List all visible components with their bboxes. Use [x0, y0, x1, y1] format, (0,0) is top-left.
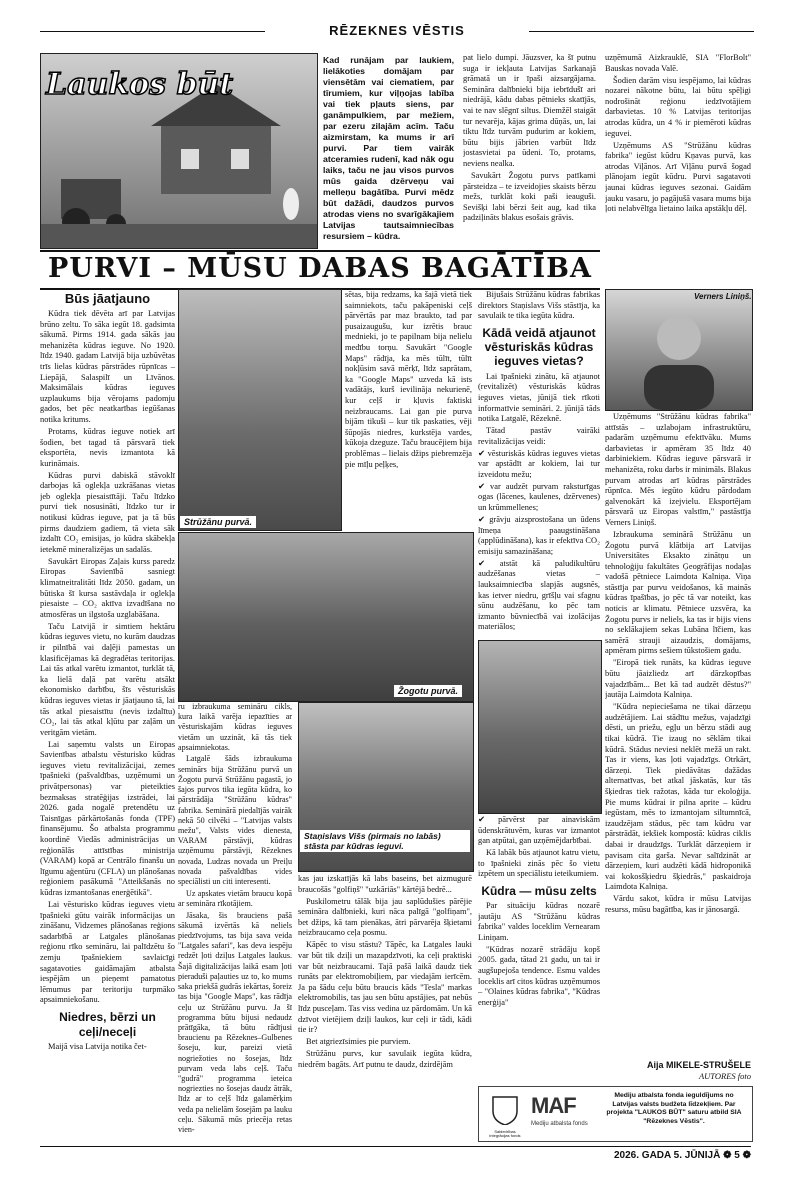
column-2: ru izbraukuma semināru cikls, kura laikā varēja iepazīties ar vēsturiskajām kūdras ieguves vietām un uzzināt, kā tās tiek apsaimniekotas. Latgalē šāds izbraukuma seminārs bija Strūžānu purvā un Žogotu purvā Strūžānu pagastā, jo šajos purvos tika iegūta kūdra, ko pārstrādāja "Strūžānu kūdras" fabrika. Seminārā piedalījās vairāk nekā 50 cilvēki – "Latvijas valsts mežu", Valsts vides dienesta, VARAM pārstāvji, kūdras uzņēmumu pārstāvji, Rēzeknes novada, Ludzas novada un Preiļu novada pašvaldības vides speciālisti un citi interesenti. Uz apskates vietām braucu kopā ar semināra rīkotājiem. Jāsaka, šis brauciens pašā sākumā izvērtās kā neliels piedzīvojums, tas bija sava veida "Latgales safari", kas deva iespēju redzēt ļoti dziļus Latgales laukus. Šajā digitalizācijas laikā esam ļoti pieraduši paļauties uz to, ko mums saka priekšā gudrās iekārtas, šoreiz tas bija "Google Maps", kas rādīja ceļu uz Strūžānu purvu. Ja šī programma būtu bijusi nedaudz prātīgāka, tā būtu rādījusi braucienu pa Rēzeknes–Gulbenes šoseju, kur, pareizi vietā nogriežoties no šosejas, līdz purvam veda labs ceļš. Taču "gudrā" programma ieteica nogriezties no šosejas daudz ātrāk, līdz ar to ceļš līdz galamērķim veda pa nelielām šosejām pa lauku ceļu. Sākumā mūs priecēja retas vien-: [178, 702, 292, 1135]
sif-logo-text: Sabiedrības integrācijas fonds: [489, 1129, 521, 1138]
photo-credit: AUTORES foto: [698, 1071, 751, 1081]
maf-logo: MAF: [531, 1093, 576, 1118]
author-signature: Aija MIKELE-STRUŠELE: [646, 1060, 751, 1070]
column-4-top: Bijušais Strūžānu kūdras fabrikas direktors Staņislavs Višs stāstīja, ka savulaik te tika iegūta kūdra. Kādā veidā atjaunot vēsturiskās kūdras ieguves vietas? Lai īpašnieki zinātu, kā atjaunot (revitalizēt) vēsturiskās kūdras ieguves vietas, jūnijā tiek rīkoti informatīvie semināri. 2. jūnijā tāds notika Latgalē, Rēzeknē. Tātad pastāv vairāki revitalizācijas veidi: ✔ vēsturiskās kūdras ieguves vietas var apstādīt ar kokiem, lai tur izveidotu mežu; ✔ var audzēt purvam raksturīgas ogas (lācenes, kaulenes, dzērvenes) un krūmmellenes; ✔ grāvju aizsprostošana un ūdens līmeņa paaugstināšana (applūdināšana), kas ir efektīva CO₂ emisiju samazināšana; ✔ atstāt kā paludikultūru audzēšanas vietas – lauksaimniecība slapjās augsnēs, kas ietver niedru, grīšļu vai sfagnu sūnu audzēšanu, ko pēc tam izmanto būvniecībā vai izolācijas materiālos;: [478, 290, 600, 632]
section-heading: Kūdra — mūsu zelts: [481, 883, 597, 898]
photo-struzani-bog: [178, 289, 342, 531]
section-heading: Būs jāatjauno: [64, 291, 151, 306]
caption-struzani: Strūžānu purvā.: [180, 516, 256, 528]
section-heading: Kādā veidā atjaunot vēsturiskās kūdras ieguves vietas?: [482, 325, 596, 368]
funding-text: Mediju atbalsta fonda ieguldījums no Latvijas valsts budžeta līdzekļiem. Par projekta "LAUKOS BŪT" saturu atbild SIA "Rēzeknes Vēstis".: [606, 1092, 742, 1125]
page-footer: 2026. GADA 5. JŪNIJĀ ❁ 5 ❁: [614, 1150, 751, 1161]
coat-of-arms-icon: [485, 1093, 525, 1125]
masthead-rule: [529, 31, 754, 32]
rubric-title: Laukos būt: [46, 67, 234, 102]
column-4-bottom: ✔ pārvērst par ainaviskām ūdenskrātuvēm, kuras var izmantot gan atpūtai, gan uzņēmējdarbībai. Kā labāk būs atjaunot katru vietu, to īpašnieki zinās pēc šo vietu izpētem un speciālistu ieteikumiem. Kūdra — mūsu zelts Par situāciju kūdras nozarē jautāju AS "Strūžānu kūdras fabrika" valdes loceklim Vernearam Liniņam. "Kūdras nozarē strādāju kopš 2005. gada, tātad 21 gadu, un tai ir augšupejoša tendence. Esmu valdes loceklis arī citos kūdras uzņēmumos – "Olaines kūdras fabrika", "Kūdras enerģija": [478, 815, 600, 1007]
caption-viss: Staņislavs Višs (pirmais no labās) stāsta par kūdras ieguvi.: [300, 830, 470, 852]
headline: PURVI – MŪSU DABAS BAGĀTĪBA: [48, 253, 592, 284]
section-heading: Niedres, bērzi un ceļi/neceļi: [59, 1009, 156, 1039]
top-column-4: uzņēmumā Aizkrauklē, SIA "FlorBolt" Bauskas novada Valē. Šodien darām visu iespējamo, lai kūdras nozarei nākotne būtu, lai būtu spēļigi nodrošināt reģionu iedzīvotājiem darbavietas. 10 % Latvijas teritorijas atrodas kūdra, un 4 % ir piemēroti kūdras ieguvei. Uzņēmums AS "Strūžānu kūdras fabrika" iegūst kūdru Kņavas purvā, kas atrodas Viļānos. Arī Viļānu purvā šogad plānojam iegūt kūdru. Purvi sagatavoti jaunai kūdras ieguves sezonai. Gaidām jauku vasaru, jo pagājušā vasara mums bija ļoti nelabvēlīga lietaino laika apstākļu dēļ.: [605, 53, 751, 214]
caption-verners: Verners Liniņš.: [694, 292, 752, 301]
column-5: Uzņēmums "Strūžānu kūdras fabrika" attīstās – uzlabojam infrastruktūru, padarām uzņēmumu efektīvāku. Mums darbavietas ir apmēram 35 līdz 40 darbiniekiem. Kūdras ieguve pārsvarā ir mehanizēta, roku darbs ir minimāls. Blakus purvam atrodas arī kūdras pārstrādes rūpnīca. Mēs iegūto kūdru pārdodam galvenokārt kā izejvielu. Eksportējam pārsvarā uz Eiropas valstīm," pastāstīja Verners Liniņš. Izbraukuma seminārā Strūžānu un Žogotu purvā klātbija arī Latvijas Universitātes Eksakto zinātņu un tehnoloģiju fakultātes Ģeogrāfijas nodaļas vadošā pētniece Laimdota Kalniņa. Viņa stāstīja par purvu veidošanos, kā mainās kūdras īpašības, jo pēc tā var noteikt, kas noticis ar klimatu. Pētniece uzsvēra, ka Žogotu purvs ir neliels, ka tas ir bijis viens no seklākajiem sekas Lubāna līčiem, kas samērā strauji aizaudzis, domājams, apmēram pirms sešiem tūkstošiem gadu. "Eiropā tiek runāts, ka kūdras ieguve būtu jāaizliedz arī dārzkopības vajadzībām... Bet kā tad audzēt dēstus?" jautāja Laimdota Kalniņa. "Kūdra nepieciešama ne tikai dārzeņu audzētājiem. Lai stādītu mežus, vajadzīgi dēsti, un priežu, egļu un bērzu stādi aug tikai kūdrā. Tie izaug no sēklām tikai kūdrā. Stādus neviesi neklēt mežā un rakt. Tas ir viens, kas ļoti vajadzīgs. Otrkārt, dārzeņi. Tiek piedāvātas dažādas alternatīvas, bet atkal jāskatās, kur tās šķiedras tiek ražotas, kāda tur ekoloģija. Pie mums kūdrai ir pilna aprite – kūdru iegūstam, mēs to izmantojam siltumnīcā, izaudzējam stādus, pēc tam kūdru var pārstrādāt, iekšiek kompostā: kūdras ciklis dabai ir draudzīgs. Turklāt dārzeņiem ir pavisam cita garša. Nevar salīdzināt ar dārzeņiem, kuri audzēti kādā hidroponikā vai kokosšķiedru šķiedrās," paskaidroja Laimdota Kalniņa. Vārdu sakot, kūdra ir mūsu Latvijas resurss, mūsu bagātība, kas ir jānosargā.: [605, 412, 751, 914]
footer-rule: [40, 1146, 751, 1147]
photo-verners-linins: [605, 289, 753, 411]
top-column-3: pat lielo dumpi. Jāuzsver, ka šī putnu suga ir iekļauta Latvijas Sarkanajā grāmatā un ir īpaši aizsargājama. Semināra dalībnieki bija iebrīdušī ari niedrājā, kādu dabas pētnieks skatījās, vai te nav slēgnī siltus. Diemžēl staigāt tur nevarēja, kājas grima dūņās, un, lai tiktu līdz turvām pudurim ar kokiem, būtu bijis jābrien varbūt līdz jostasvietai pa ūdeni. To, protams, neviens nealka. Savukārt Žogotu purvs patīkami pārsteidza – te izveidojies skaists bērzu mežs, turklāt koki paši ieauguši. Sevišķi labi bērzi šeit aug, kad tika padziļināts blakus esošais grāvis.: [463, 53, 596, 223]
column-3-bottom: kas jau izskatījās kā labs baseins, bet aizmugurē braucošās "golfiņš" "uzkāriās" kārtējā bedrē... Puskilometru tālāk bija jau saplūdušies pārējie semināra dalībnieki, kuri nāca palīgā "golfiņam", bet džips, kā tam pienākas, ātri pārvarēja šķietami neizbraucamo ceļa posmu. Kāpēc to visu stāstu? Tāpēc, ka Latgales lauki var būt tik dziļi un mazapdzīvoti, ka ceļi praktiski var būt neizbraucami. Tajā pašā laikā daudz tiek runāts par elektromobiļiem, par viedajām ierīcēm. Ja pa šādu ceļu būtu braucis kāds "Tesla" markas elektromobilis, tas jau sen būtu apstājies, pat nebūs līdz pusceļam. Tas viss vedina uz pārdomām. Un kā dzīvot vietējiem dziļi laukos, kur ceļi ir tādi, kādi tie ir? Bet atgriezīsimies pie purviem. Strūžānu purvs, kur savulaik iegūta kūdra, niedrēm bagāts. Arī putnu te daudz, dzirdējām: [298, 874, 472, 1069]
photo-zogotu-bog: [178, 532, 474, 702]
funding-box: [478, 1086, 753, 1142]
portrait-illustration: [606, 290, 752, 410]
masthead-rule: [40, 31, 265, 32]
intro-text: Kad runājam par laukiem, lielākoties domājam par viensētām vai ciematiem, par tīrumiem, kur viļņojas labība vai tiek pļauts siens, par ganāmpulkiem, par mežiem, par ezeru zilajām acīm. Taču aizmirstam, ka mums ir arī purvi. Par tiem vairāk atceramies rudenī, kad nāk ogu laiks, taču ne jau visos purvos mūs gaida dzērveņu vai melleņu bagātība. Purvi mēdz būt dažādi, daudzos purvos atrodas viens no svarīgākajiem Latvijas tautsaimniecības resursiem – kūdra.: [323, 55, 454, 242]
sif-logo: [485, 1093, 525, 1138]
maf-logo-subtitle: Mediju atbalsta fonds: [531, 1121, 588, 1127]
caption-zogotu: Žogotu purvā.: [394, 685, 462, 697]
column-3-top: sētas, bija redzams, ka šajā vietā tiek saimniekots, taču pakāpeniski ceļš pārvērtās par maz braukto, tad par pusaizaugušu, kur izrētis brauc mednieki, jo te papilnam bija nelielu medību torņu. Savukārt "Google Maps" rādīja, ka mēs tūlīt, tūlīt nokļūsim savā mērķī, līdz saprātam, ka "Google Maps" uzveda kā ists vadātājs, kurš ievilināja nekurienē, kur ceļš ir kļuvis faktiski neizbraucams. Lai gan pie purva bijām tikuši – kur tik paskaties, vēji šūpojās niedres, kurkstēja vardes, kūkoja dzeguze. Taču braucējiem bija problēmas – lielais džips piebremzēja pie mīļu peļķes,: [345, 290, 472, 469]
column-1: Būs jāatjauno Kūdra tiek dēvēta arī par Latvijas brūno zeltu. To sāka iegūt 18. gadsimta sākumā. Pirms 1914. gada sākās jau mehanizēta kūdras ieguve. No 1920. līdz 1940. gadam Latvijā bija uzbūvētas trīs lielas kūdras pārstrādes rūpnīcas – Liepājā, Salaspilī un Līvānos. Maksimālais kūdras ieguves uzplaukums bija vērojams padomju gados, bet pēc neatkarības iegūšanas notika kritums. Protams, kūdras ieguve notiek arī šodien, bet tagad tā pārsvarā tiek eksportēta, nevis izmantota kā kurināmais. Kūdras purvi dabiskā stāvoklī darbojas kā oglekļa uzkrāšanas vietas jeb oglekļa piesaistītāji. Taču līdzko purvi tiek nosusināti, līdzko tur ir notikusi kūdras ieguve, pat ja tā būs pirms daudziem gadiem, tā vieta sāk izdalīt CO₂ emisijas, jo kūdra skābekļa ietekmē mineralizējas un sadalās. Savukārt Eiropas Zaļais kurss paredz Eiropas Savienībā sasniegt klimatneitralitāti līdz 2050. gadam, un būtiska šī kursa sastāvdaļa ir oglekļa piesaiste – CO₂ aktīva izvadīšana no atmosfēras un ilgstoša uzglabāšana. Taču Latvijā ir simtiem hektāru kūdras ieguves vietu, no kurām daudzas ir pilnībā vai daļēji pamestas un klasificējamas kā degradētas teritorijas. Lai tās atkal varētu izmantot, turklāt tā, ka lielā daļā pat varētu atsākt ekonomisko darbību, šīs vēsturiskās kūdras ieguves vietas ir jāatjauno tā, lai tās atkal piesaistītu (nevis izdalītu) CO₂, lai tās atkal kļūtu par zaļām un veritgām vietām. Lai saņemtu valsts un Eiropas Savienības atbalstu vēsturisko kūdras ieguves vietu revitalizācijai, zemes īpašnieki (pašvaldības, uzņēmumi un privātpersonas) var pieteikties bezmaksas stratēģijas izstrādei, lai 2026. gada nogalē pretendētu uz Taisnīgas pārkārtošanās fonda (TPF) finansējumu. Šo atbalsta programmu koordinē Viedās administrācijas un reģionālās attīstības ministrija (VARAM) kopā ar Centrālo finanšu un līgumu aģentūru (CFLA) un plānošanas reģioniem pasākumā "Atteikšanās no kūdras izmantošanas enerģētikā". Lai vēsturisko kūdras ieguves vietu īpašnieki gūtu vairāk informācijas un zināšanu, Vidzemes plānošanas reģions sadarbībā ar Latgales plānošanas reģionu rīko semināru, lai palīdzētu šo zemju īpašniekiem savlaicīgi sagatavoties gaidāmajām atbalsta iespējām un pieņemt pamatotus lēmumus par teritoriju turpmāko apsaimniekošanu. Niedres, bērzi un ceļi/neceļi Maijā visa Latvija notika čet-: [40, 291, 175, 1051]
masthead: RĒZEKNES VĒSTIS: [329, 23, 465, 38]
photo-seminar-group: [478, 640, 602, 814]
headline-rule-top: [40, 250, 600, 252]
